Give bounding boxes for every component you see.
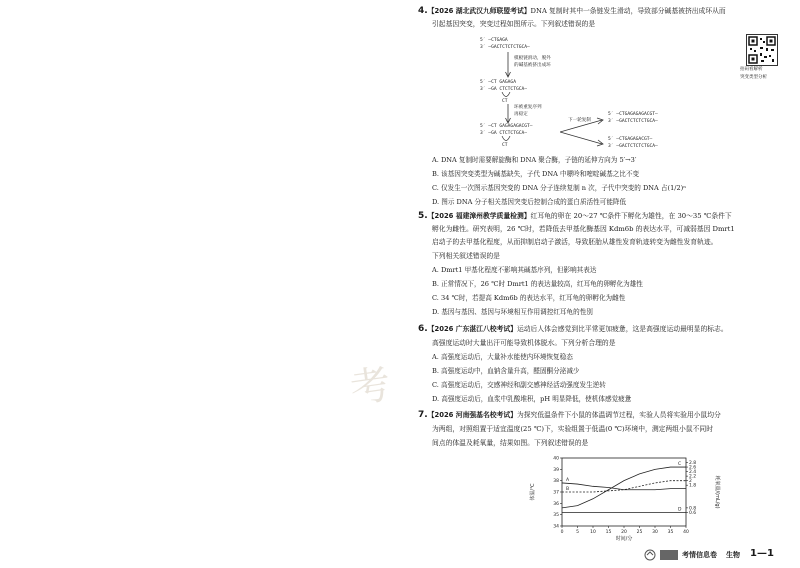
y-tick-label: 34 bbox=[553, 524, 559, 530]
y-tick-label: 35 bbox=[553, 513, 559, 519]
option-d: D. 高强度运动后，血浆中乳酸堆积，pH 明显降低，使机体感觉疲惫 bbox=[432, 395, 632, 403]
down-arrow-icon bbox=[504, 52, 512, 78]
question-stem-line: 下列相关叙述错误的是 bbox=[432, 252, 500, 260]
strand-label: 3′ —GACTCTCTCTGCA— bbox=[608, 144, 658, 149]
y-tick-label: 40 bbox=[553, 456, 559, 462]
series-label-C: C bbox=[678, 462, 682, 468]
footer-subject: 生物 bbox=[726, 551, 740, 559]
y2-tick-label: 2.2 bbox=[689, 474, 697, 480]
x-axis-label: 时间/分 bbox=[615, 536, 633, 542]
option-c: C. 34 ℃时，若提高 Kdm6b 的表达水平，红耳龟的卵孵化为雌性 bbox=[432, 294, 626, 302]
question-stem-line: 高强度运动时大量出汗可能导致机体脱水。下列分析合理的是 bbox=[432, 339, 616, 347]
step-label: 的碱基被挤出成环 bbox=[514, 63, 551, 68]
question-source: 【2026 湖北武汉九师联盟考试】 bbox=[427, 7, 531, 15]
qr-caption-1: 拍码看解析 bbox=[740, 67, 763, 72]
brand-badge bbox=[660, 550, 678, 560]
x-tick-label: 25 bbox=[636, 530, 643, 535]
y2-tick-label: 2.4 bbox=[689, 470, 697, 476]
question-source: 【2026 广东湛江八校考试】 bbox=[427, 325, 517, 333]
y2-tick-label: 1.8 bbox=[689, 483, 697, 489]
series-label-A: A bbox=[566, 477, 570, 483]
footer bbox=[644, 548, 780, 562]
down-arrow-icon bbox=[504, 104, 512, 124]
question-stem: 运动后人体会感觉到比平常更加疲惫，这是高强度运动最明显的标志。 bbox=[516, 325, 728, 333]
step-label: 环被重复序列 bbox=[514, 105, 542, 110]
right-column bbox=[418, 0, 790, 568]
step-label: 模板链滑动，脱外 bbox=[514, 56, 551, 61]
footer-brand: 考情信息卷 bbox=[682, 551, 717, 559]
x-tick-label: 35 bbox=[667, 530, 674, 535]
loop-label: CT bbox=[502, 99, 508, 104]
x-tick-label: 10 bbox=[590, 530, 596, 535]
y-axis-label: 体温/℃ bbox=[530, 483, 536, 501]
x-tick-label: 5 bbox=[576, 530, 579, 535]
x-tick-label: 0 bbox=[560, 530, 564, 535]
strand-label: 5′ —CTGAGA bbox=[480, 38, 508, 43]
strand-label: 3′ —GA CTCTCTGCA— bbox=[480, 131, 528, 136]
y2-tick-label: 2 bbox=[689, 479, 692, 485]
strand-label: 3′ —GACTCTCTCTGCA— bbox=[480, 45, 530, 50]
question-stem: 红耳龟的卵在 20～27 ℃条件下孵化为雄性，在 30～35 ℃条件下 bbox=[530, 212, 732, 220]
question-stem-line: 间点的体温及耗氧量，结果如图。下列叙述错误的是 bbox=[432, 439, 589, 447]
strand-label: 5′ —CT GAGAGAGACGT— bbox=[480, 124, 533, 129]
y-tick-label: 39 bbox=[553, 467, 559, 473]
option-a: A. DNA 复制时需要解旋酶和 DNA 聚合酶，子链的延伸方向为 5′→3′ bbox=[432, 156, 637, 164]
series-line-B bbox=[562, 481, 686, 492]
x-tick-label: 30 bbox=[652, 530, 658, 535]
x-tick-label: 20 bbox=[621, 530, 627, 535]
watermark: 考 bbox=[347, 361, 394, 413]
x-tick-label: 15 bbox=[605, 530, 612, 535]
option-c: C. 仅发生一次图示基因突变的 DNA 分子连续复制 n 次，子代中突变的 DNA 占(1/2)ⁿ bbox=[432, 184, 687, 192]
strand-label: 5′ —CT GAGAGA bbox=[480, 80, 516, 85]
strand-label: 3′ —GACTCTCTCTGCA— bbox=[608, 119, 658, 124]
strand-label: 3′ —GA CTCTCTGCA— bbox=[480, 87, 528, 92]
option-a: A. Dmrt1 甲基化程度不影响其碱基序列，但影响其表达 bbox=[432, 266, 597, 274]
question-source: 【2026 河南强基名校考试】 bbox=[427, 411, 517, 419]
qr-caption-2: 突变类型分析 bbox=[740, 75, 767, 80]
series-label-B: B bbox=[566, 487, 570, 492]
option-d: D. 图示 DNA 分子相关基因突变后控制合成的蛋白质活性可能降低 bbox=[432, 198, 627, 206]
y-tick-label: 36 bbox=[553, 501, 559, 507]
question-number: 5. bbox=[418, 211, 428, 221]
question-number: 6. bbox=[418, 324, 428, 334]
series-line-A bbox=[562, 483, 686, 490]
question-number: 4. bbox=[418, 6, 428, 16]
y2-tick-label: 0.8 bbox=[689, 506, 697, 512]
option-d: D. 基因与基因、基因与环境相互作用调控红耳龟的性别 bbox=[432, 308, 593, 316]
qr-code[interactable] bbox=[746, 34, 778, 66]
y-tick-label: 37 bbox=[553, 490, 559, 496]
option-b: B. 正常情况下，26 ℃时 Dmrt1 的表达量较高，红耳龟的卵孵化为雄性 bbox=[432, 280, 643, 288]
series-label-D: D bbox=[678, 507, 682, 513]
question-stem-line: 启动子的去甲基化程度，从而抑制启动子激活，导致胚胎从雄性发育轨迹转变为雌性发育轨迹。 bbox=[432, 238, 718, 246]
question-number: 7. bbox=[418, 410, 428, 420]
question-stem: 为探究低温条件下小鼠的体温调节过程，实验人员将实验用小鼠均分 bbox=[516, 411, 721, 419]
question-stem-line: 为两组，对照组置于适宜温度(25 ℃)下，实验组置于低温(0 ℃)环境中，测定两组小鼠不同时 bbox=[432, 425, 713, 433]
option-c: C. 高强度运动后，交感神经和副交感神经活动强度发生逆转 bbox=[432, 381, 606, 389]
question-source: 【2026 福建漳州教学质量检测】 bbox=[427, 212, 531, 220]
page-number: 1—1 bbox=[750, 548, 774, 559]
temperature-oxygen-chart bbox=[526, 452, 726, 542]
strand-label: 5′ —CTGAGAGACGT— bbox=[608, 137, 653, 142]
y2-axis-label: 耗氧量/(mL/g) bbox=[714, 475, 720, 509]
branch-arrows-icon bbox=[560, 112, 606, 152]
option-b: B. 高强度运动中，血钠含量升高，醛固酮分泌减少 bbox=[432, 367, 580, 375]
option-b: B. 该基因突变类型为碱基缺失，子代 DNA 中嘌呤和嘧啶碱基之比不变 bbox=[432, 170, 640, 178]
question-stem: DNA 复制时其中一条链发生滑动，导致部分碱基被挤出成环从而 bbox=[530, 7, 726, 15]
y-tick-label: 38 bbox=[553, 479, 559, 485]
question-stem-line: 孵化为雌性。研究表明，26 ℃时，若降低去甲基化酶基因 Kdm6b 的表达水平，可减弱基因 Dmrt1 bbox=[432, 225, 735, 233]
x-tick-label: 40 bbox=[683, 530, 689, 535]
y2-tick-label: 2.6 bbox=[689, 465, 697, 471]
step-label: 再稳定 bbox=[514, 112, 528, 117]
option-a: A. 高强度运动后，大量补水能使内环境恢复稳态 bbox=[432, 353, 573, 361]
loop-label: CT bbox=[502, 143, 508, 148]
y2-tick-label: 0.6 bbox=[689, 510, 697, 516]
publisher-logo-icon bbox=[644, 549, 658, 561]
strand-label: 5′ —CTGAGAGAGACGT— bbox=[608, 112, 658, 117]
question-stem-line2: 引起基因突变，突变过程如图所示。下列叙述错误的是 bbox=[432, 20, 596, 28]
y2-tick-label: 2.8 bbox=[689, 461, 697, 467]
series-line-C bbox=[562, 467, 686, 508]
step-label: 下一轮复制 bbox=[568, 118, 591, 123]
